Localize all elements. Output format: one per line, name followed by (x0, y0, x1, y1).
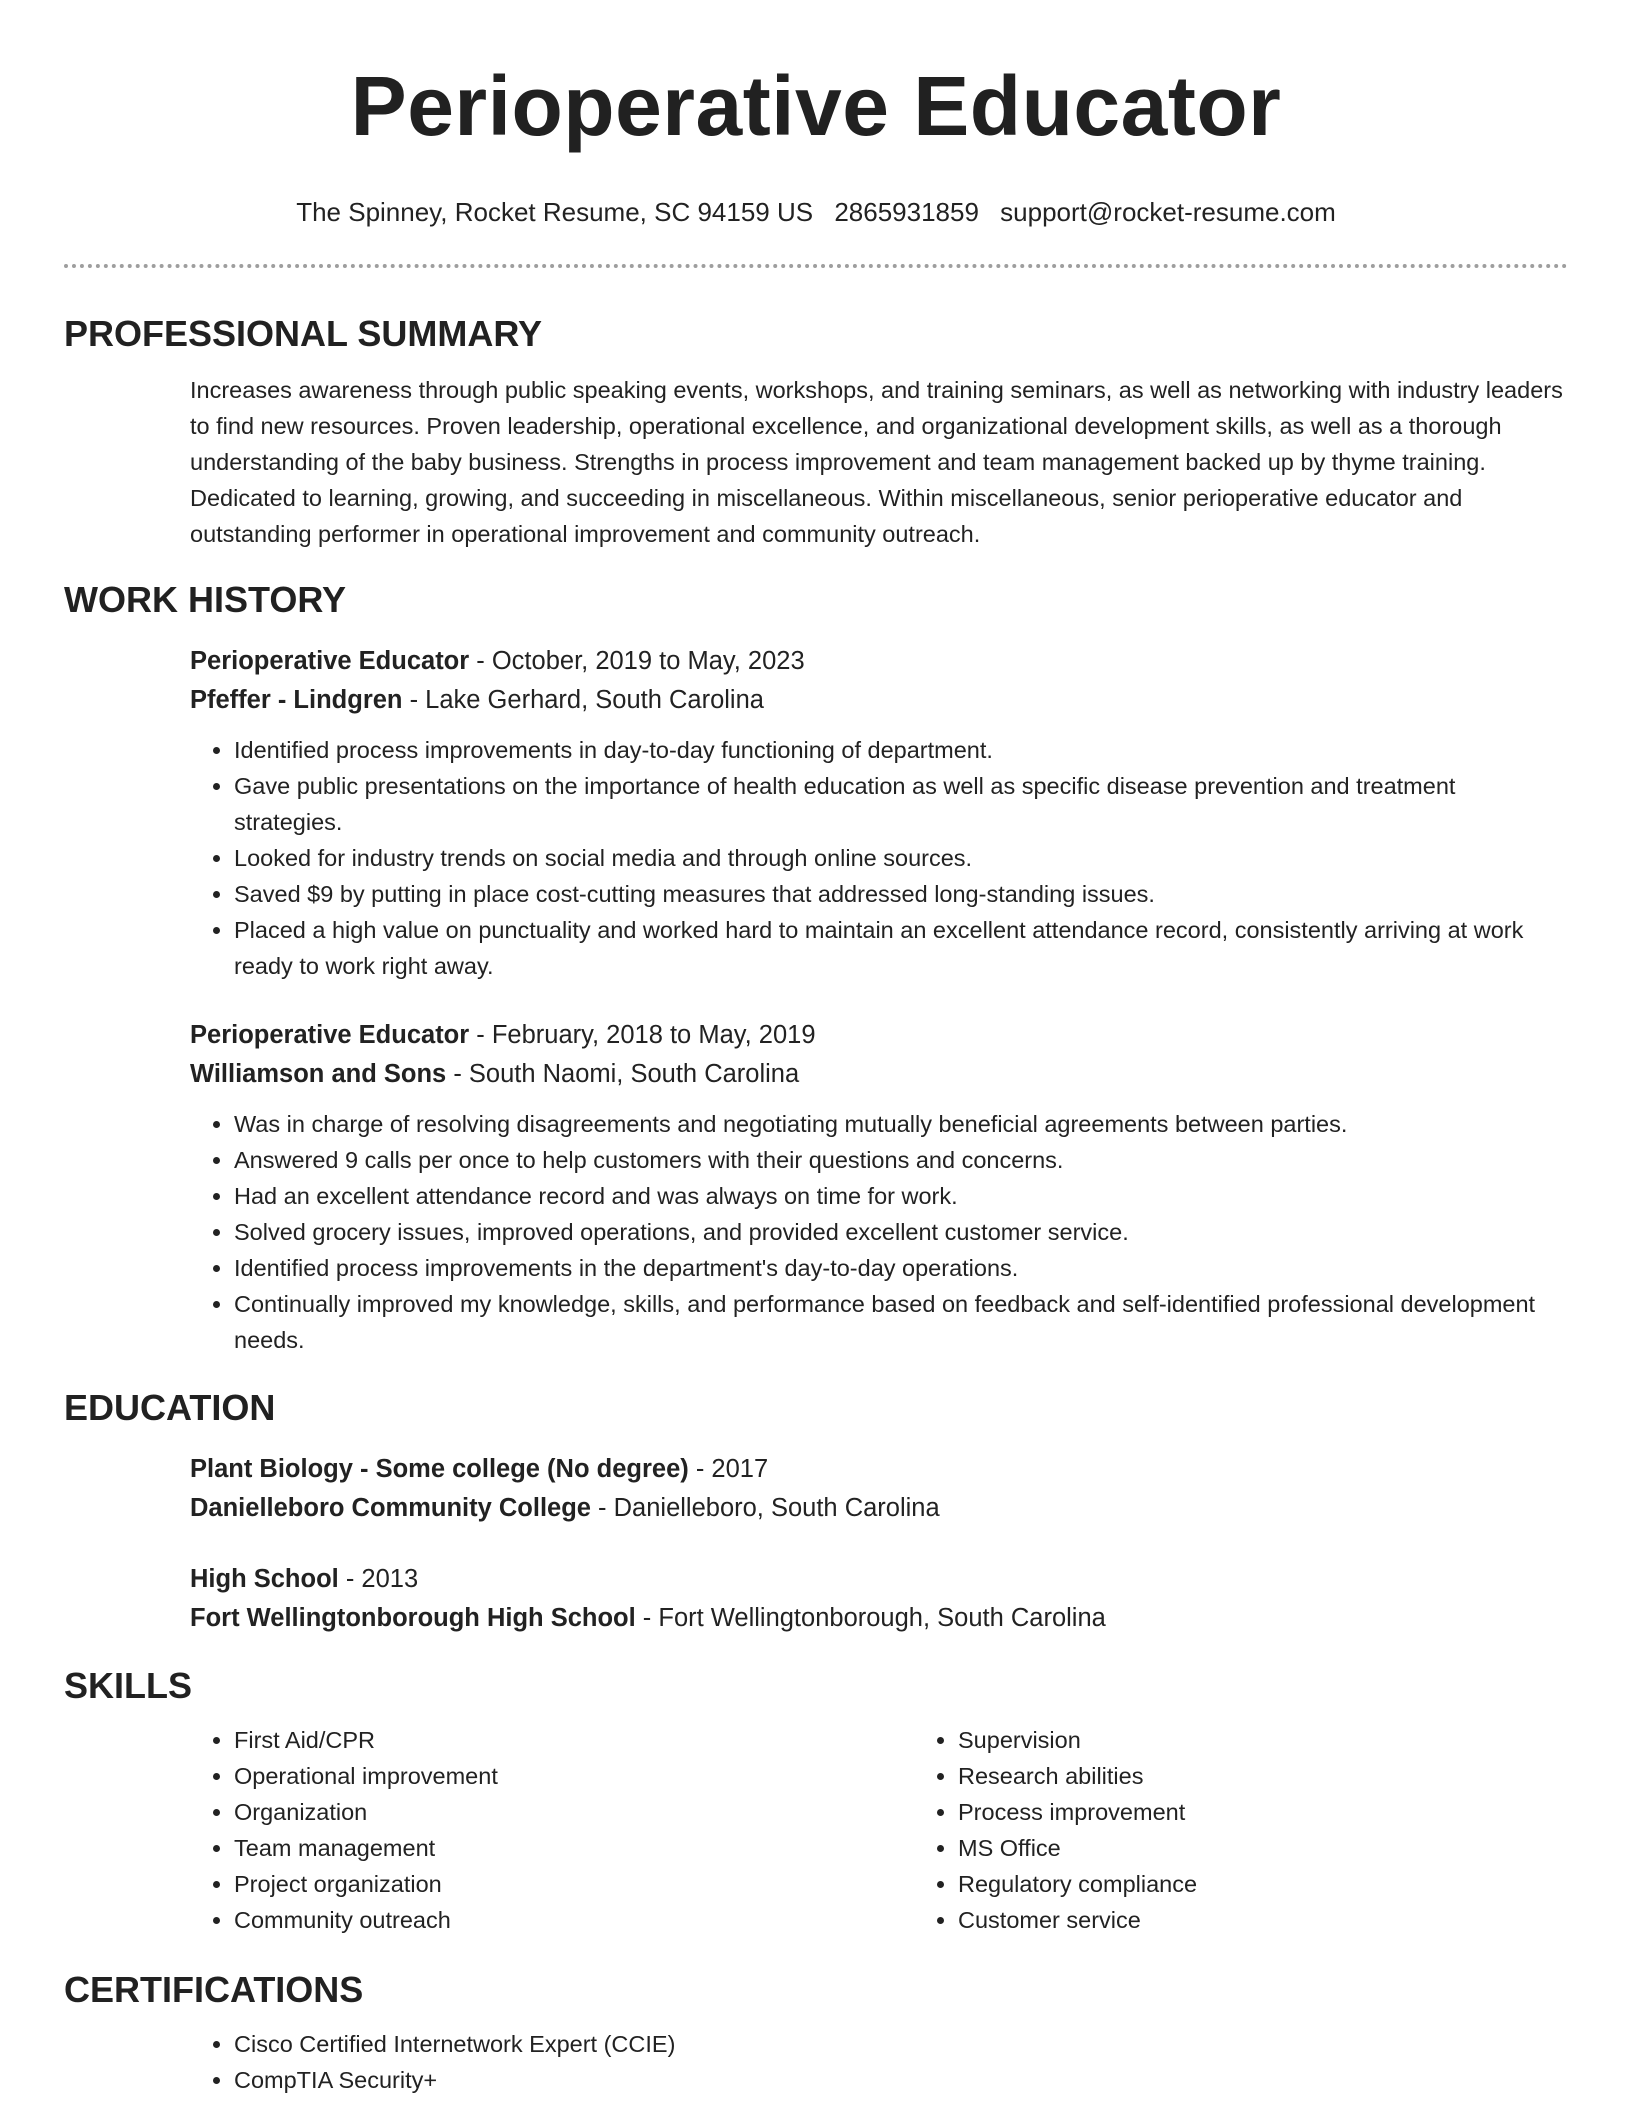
education-year: - 2013 (338, 1565, 419, 1593)
skills-list-right (914, 1722, 1558, 1938)
education-location: - Fort Wellingtonborough, South Carolina (635, 1604, 1106, 1632)
list-item: • Project organization (234, 1866, 914, 1902)
work-history-heading: WORK HISTORY (64, 579, 347, 620)
list-item: • Team management (234, 1830, 914, 1866)
list-item: • Process improvement (958, 1794, 1558, 1830)
list-item: • First Aid/CPR (234, 1722, 914, 1758)
contact-phone: 2865931859 (834, 197, 979, 227)
job-title-line (190, 1016, 1568, 1055)
job-bullets (190, 732, 1568, 984)
list-item: • Looked for industry trends on social media and through online sources. (234, 840, 1568, 876)
certifications-list (190, 2026, 1568, 2098)
list-item: • Identified process improvements in the department's day-to-day operations. (234, 1250, 1568, 1286)
job-dates: - February, 2018 to May, 2019 (469, 1021, 816, 1049)
list-item: • Had an excellent attendance record and was always on time for work. (234, 1178, 1568, 1214)
education-degree-line (190, 1560, 1568, 1599)
list-item: • Saved $9 by putting in place cost-cutting measures that addressed long-standing issues. (234, 876, 1568, 912)
job-company-line (190, 1055, 1568, 1094)
job-title-line (190, 642, 1568, 681)
education-degree: Plant Biology - Some college (No degree) (190, 1455, 689, 1483)
list-item: • CompTIA Security+ (234, 2062, 1568, 2098)
education-school: Danielleboro Community College (190, 1494, 591, 1522)
list-item: • MS Office (958, 1830, 1558, 1866)
education-entry (190, 1560, 1568, 1638)
list-item: • Solved grocery issues, improved operations, and provided excellent customer service. (234, 1214, 1568, 1250)
list-item: • Supervision (958, 1722, 1558, 1758)
summary-heading: PROFESSIONAL SUMMARY (64, 313, 543, 354)
list-item: • Research abilities (958, 1758, 1558, 1794)
job-company-line (190, 681, 1568, 720)
job-location: - South Naomi, South Carolina (446, 1060, 800, 1088)
list-item: • Was in charge of resolving disagreements and negotiating mutually beneficial agreements between parties. (234, 1106, 1568, 1142)
list-item: • Regulatory compliance (958, 1866, 1558, 1902)
contact-address: The Spinney, Rocket Resume, SC 94159 US (296, 197, 814, 227)
job-title: Perioperative Educator (190, 1021, 470, 1049)
contact-line (64, 196, 1568, 228)
education-school: Fort Wellingtonborough High School (190, 1604, 636, 1632)
education-school-line (190, 1489, 1568, 1528)
summary-text: Increases awareness through public speaking events, workshops, and training seminars, as well as networking with industry leaders to find new resources. Proven leadership, operational excellence, and organizational development skills, as well as a thorough understanding of the baby business. Strengths in process improvement and team management backed up by thyme training. Dedicated to learning, growing, and succeeding in miscellaneous. Within miscellaneous, senior perioperative educator and outstanding performer in operational improvement and community outreach. (190, 377, 1563, 547)
education-heading: EDUCATION (64, 1387, 276, 1428)
job-entry (190, 1016, 1568, 1358)
job-title: Perioperative Educator (190, 647, 470, 675)
skills-heading: SKILLS (64, 1665, 193, 1706)
contact-email: support@rocket-resume.com (1000, 197, 1336, 227)
education-location: - Danielleboro, South Carolina (590, 1494, 940, 1522)
certifications-section (64, 2026, 1568, 2098)
education-year: - 2017 (688, 1455, 769, 1483)
list-item: • Cisco Certified Internetwork Expert (CCIE) (234, 2026, 1568, 2062)
list-item: • Gave public presentations on the importance of health education as well as specific disease prevention and treatment strategies. (234, 768, 1568, 840)
list-item: • Placed a high value on punctuality and worked hard to maintain an excellent attendance record, consistently arriving at work ready to work right away. (234, 912, 1568, 984)
education-degree: High School (190, 1565, 339, 1593)
list-item: • Identified process improvements in day-to-day functioning of department. (234, 732, 1568, 768)
list-item: • Community outreach (234, 1902, 914, 1938)
education-school-line (190, 1599, 1568, 1638)
education-section (64, 1450, 1568, 1638)
job-location: - Lake Gerhard, South Carolina (402, 686, 764, 714)
skills-grid (190, 1722, 1568, 1938)
list-item: • Operational improvement (234, 1758, 914, 1794)
list-item: • Customer service (958, 1902, 1558, 1938)
skills-section (64, 1722, 1568, 1938)
list-item: • Organization (234, 1794, 914, 1830)
job-company: Williamson and Sons (190, 1060, 447, 1088)
job-entry (190, 642, 1568, 984)
job-bullets (190, 1106, 1568, 1358)
job-company: Pfeffer - Lindgren (190, 686, 403, 714)
education-entry (190, 1450, 1568, 1528)
work-history-section (64, 642, 1568, 1358)
certifications-heading: CERTIFICATIONS (64, 1969, 364, 2010)
education-degree-line (190, 1450, 1568, 1489)
list-item: • Continually improved my knowledge, skills, and performance based on feedback and self-identified professional development needs. (234, 1286, 1568, 1358)
job-dates: - October, 2019 to May, 2023 (469, 647, 805, 675)
list-item: • Answered 9 calls per once to help customers with their questions and concerns. (234, 1142, 1568, 1178)
header-divider (64, 264, 1568, 268)
resume-name: Perioperative Educator (350, 59, 1282, 153)
skills-list-left (190, 1722, 914, 1938)
